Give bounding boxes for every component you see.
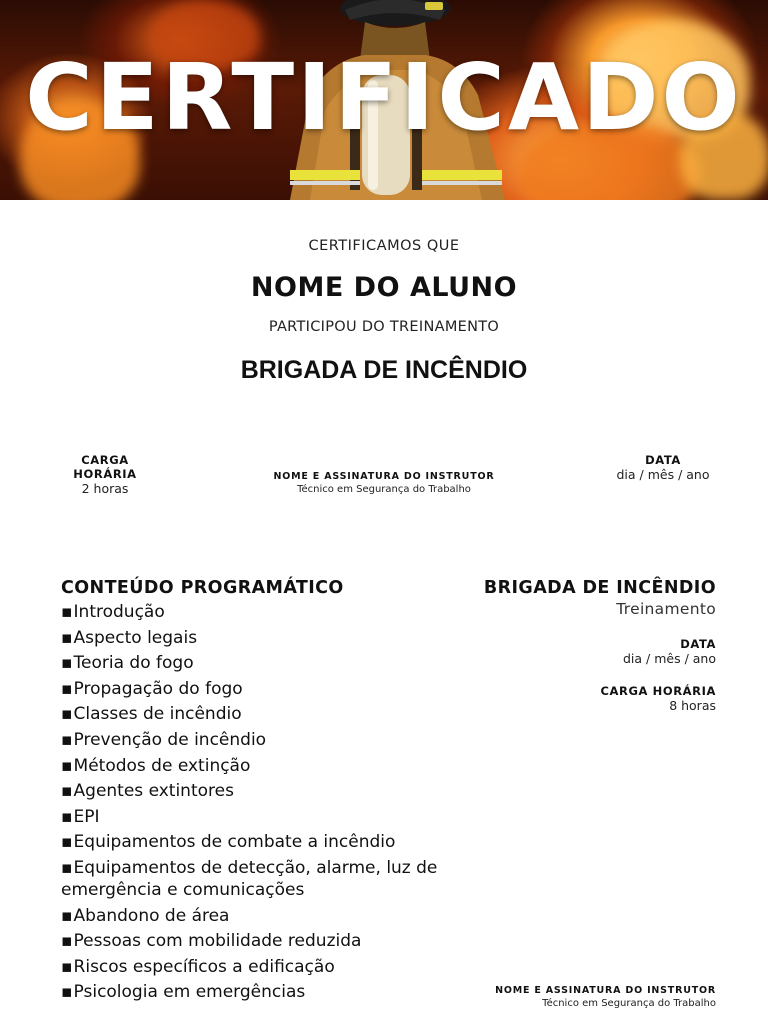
list-item: ▪ Propagação do fogo xyxy=(61,678,461,700)
list-item: ▪ EPI xyxy=(61,806,461,828)
certify-intro: CERTIFICAMOS QUE xyxy=(308,238,460,254)
summary-instructor-label: NOME E ASSINATURA DO INSTRUTOR xyxy=(495,985,716,996)
list-item: ▪ Riscos específicos a edificação xyxy=(61,956,461,978)
list-item: ▪ Equipamentos de detecção, alarme, luz de emergência e comunicações xyxy=(61,857,461,901)
summary-workload-label: CARGA HORÁRIA xyxy=(600,684,716,698)
summary-date-value: dia / mês / ano xyxy=(623,651,716,666)
workload-value: 2 horas xyxy=(81,481,129,496)
participated-text: PARTICIPOU DO TREINAMENTO xyxy=(268,319,500,335)
list-item: ▪ Classes de incêndio xyxy=(61,703,461,725)
instructor-role: Técnico em Segurança do Trabalho xyxy=(297,484,471,495)
workload-block xyxy=(48,453,162,496)
list-item: ▪ Abandono de área xyxy=(61,905,461,927)
list-item: ▪ Pessoas com mobilidade reduzida xyxy=(61,930,461,952)
summary-instructor-role: Técnico em Segurança do Trabalho xyxy=(542,998,716,1009)
program-content xyxy=(61,578,461,1007)
instructor-signature-block xyxy=(250,471,518,495)
summary-date-block xyxy=(623,637,716,666)
list-item: ▪ Teoria do fogo xyxy=(61,652,461,674)
summary-workload-block xyxy=(600,684,716,713)
list-item: ▪ Métodos de extinção xyxy=(61,755,461,777)
list-item: ▪ Agentes extintores xyxy=(61,780,461,802)
list-item: ▪ Introdução xyxy=(61,601,461,623)
date-label: DATA xyxy=(645,453,681,467)
instructor-label: NOME E ASSINATURA DO INSTRUTOR xyxy=(273,471,495,482)
student-name: NOME DO ALUNO xyxy=(250,272,518,303)
summary-instructor-block xyxy=(495,985,716,1009)
training-name: BRIGADA DE INCÊNDIO xyxy=(240,356,528,384)
workload-label: CARGA HORÁRIA xyxy=(73,453,137,481)
list-item: ▪ Psicologia em emergências xyxy=(61,981,461,1003)
date-block xyxy=(608,453,718,482)
header-banner xyxy=(0,0,768,200)
date-value: dia / mês / ano xyxy=(616,467,710,482)
certificate-banner-title: CERTIFICADO xyxy=(25,44,743,151)
summary-workload-value: 8 horas xyxy=(669,698,716,713)
summary-subtitle: Treinamento xyxy=(616,600,716,618)
summary-date-label: DATA xyxy=(680,637,716,651)
list-item: ▪ Equipamentos de combate a incêndio xyxy=(61,831,461,853)
list-item: ▪ Prevenção de incêndio xyxy=(61,729,461,751)
summary-title: BRIGADA DE INCÊNDIO xyxy=(483,578,716,598)
list-item: ▪ Aspecto legais xyxy=(61,627,461,649)
program-title: CONTEÚDO PROGRAMÁTICO xyxy=(61,578,344,598)
